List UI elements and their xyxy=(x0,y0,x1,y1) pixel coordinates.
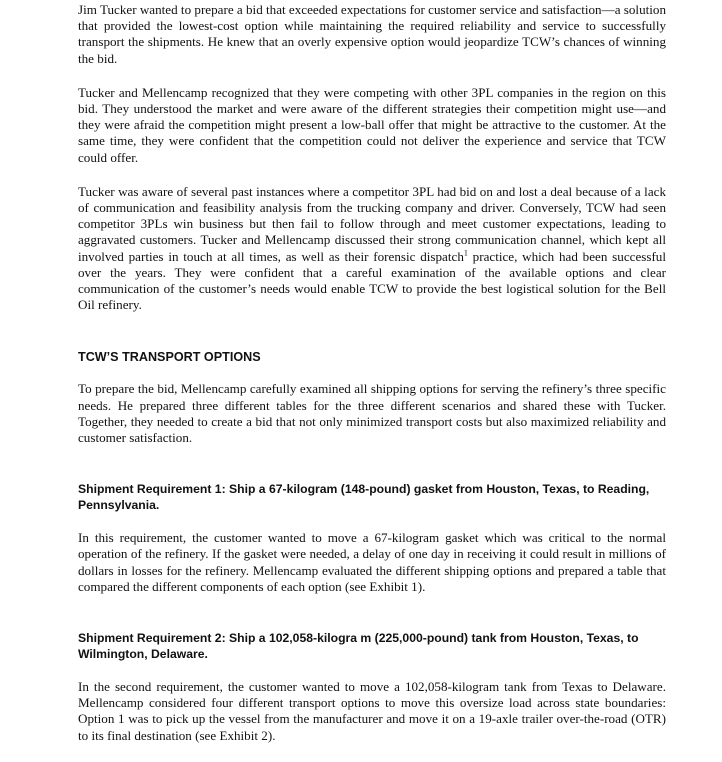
section-heading-transport-options: TCW’S TRANSPORT OPTIONS xyxy=(78,350,261,365)
paragraph-bid-goal: Jim Tucker wanted to prepare a bid that exceeded expectations for customer service and satisfaction—a solution that provided the lowest-cost option while maintaining the required reliability and service to successfully transport the shipments. He knew that an overly expensive option would jeopardize TCW’s chances of winning the bid. xyxy=(78,2,666,66)
paragraph-past-instances xyxy=(78,184,666,314)
paragraph-requirement-1: In this requirement, the customer wanted to move a 67-kilogram gasket which was critical to the normal operation of the refinery. If the gasket were needed, a delay of one day in receiving it could result in millions of dollars in losses for the refinery. Mellencamp evaluated the different shipping options and prepared a table that compared the different components of each option (see Exhibit 1). xyxy=(78,530,666,594)
shipment-requirement-1-heading: Shipment Requirement 1: Ship a 67-kilogram (148-pound) gasket from Houston, Texas, to Reading, Pennsylvania. xyxy=(78,482,650,512)
document-page xyxy=(78,2,666,762)
paragraph-past-instances-continued: practice, which had been successful over the years. They were confident that a careful examination of the available options and clear communication of the customer’s needs would enable TCW to provide the best logistical solution for the Bell Oil refinery. xyxy=(78,248,666,313)
paragraph-requirement-2: In the second requirement, the customer wanted to move a 102,058-kilogram tank from Texas to Delaware. Mellencamp considered four different transport options to move this oversize load across state boundaries: Option 1 was to pick up the vessel from the manufacturer and move it on a 19-axle trailer over-the-road (OTR) to its final destination (see Exhibit 2). xyxy=(78,679,666,743)
footnote-marker: 1 xyxy=(463,248,468,258)
paragraph-prepare-bid: To prepare the bid, Mellencamp carefully examined all shipping options for serving the refinery’s three specific needs. He prepared three different tables for the three different scenarios and shared these with Tucker. Together, they needed to create a bid that not only minimized transport costs but also maximized reliability and customer satisfaction. xyxy=(78,381,666,446)
shipment-requirement-2-heading: Shipment Requirement 2: Ship a 102,058-kilogra m (225,000-pound) tank from Houston, Texas, to Wilmington, Delaware. xyxy=(78,631,639,661)
paragraph-competition: Tucker and Mellencamp recognized that they were competing with other 3PL companies in the region on this bid. They understood the market and were aware of the different strategies their competition might use—and they were afraid the competition might present a low-ball offer that might be attractive to the customer. At the same time, they were confident that the competition could not deliver the experience and service that TCW could offer. xyxy=(78,84,666,165)
paragraph-past-instances-text: Tucker was aware of several past instances where a competitor 3PL had bid on and lost a deal because of a lack of communication and feasibility analysis from the trucking company and driver. Conversely, TCW had seen competitor 3PLs win business but then fail to follow through and meet customer expectations, leading to aggravated customers. Tucker and Mellencamp discussed their strong communication channel, which kept all involved parties in touch at all times, as well as their forensic dispatch xyxy=(78,183,666,264)
